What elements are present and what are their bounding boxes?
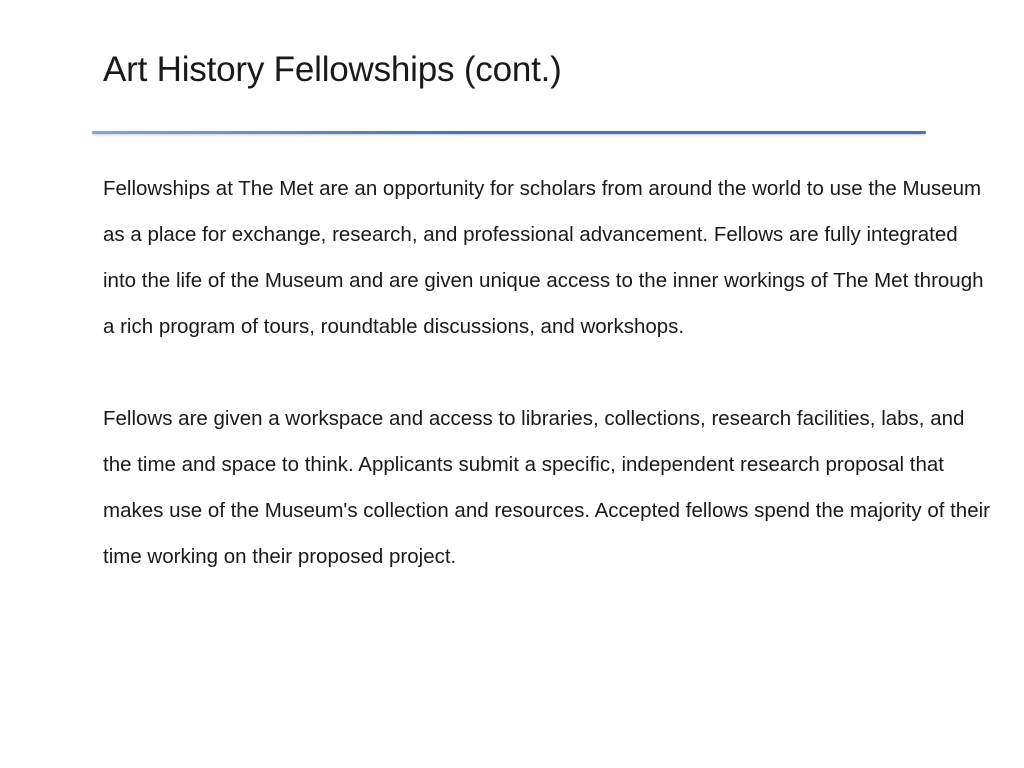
- body-paragraph-1: Fellowships at The Met are an opportunity for scholars from around the world to use the Museum as a place for exchange, research, and professional advancement. Fellows are fully integrated into the life of the Museum and are given unique access to the inner workings of The Met through a rich program of tours, roundtable discussions, and workshops.: [103, 177, 984, 338]
- slide-body: [103, 166, 993, 580]
- title-divider: [92, 131, 926, 134]
- slide-title: Art History Fellowships (cont.): [103, 50, 562, 89]
- body-paragraph-2: Fellows are given a workspace and access to libraries, collections, research facilities, labs, and the time and space to think. Applicants submit a specific, independent research proposal that makes use of the Museum's collection and resources. Accepted fellows spend the majority of their time working on their proposed project.: [103, 407, 990, 568]
